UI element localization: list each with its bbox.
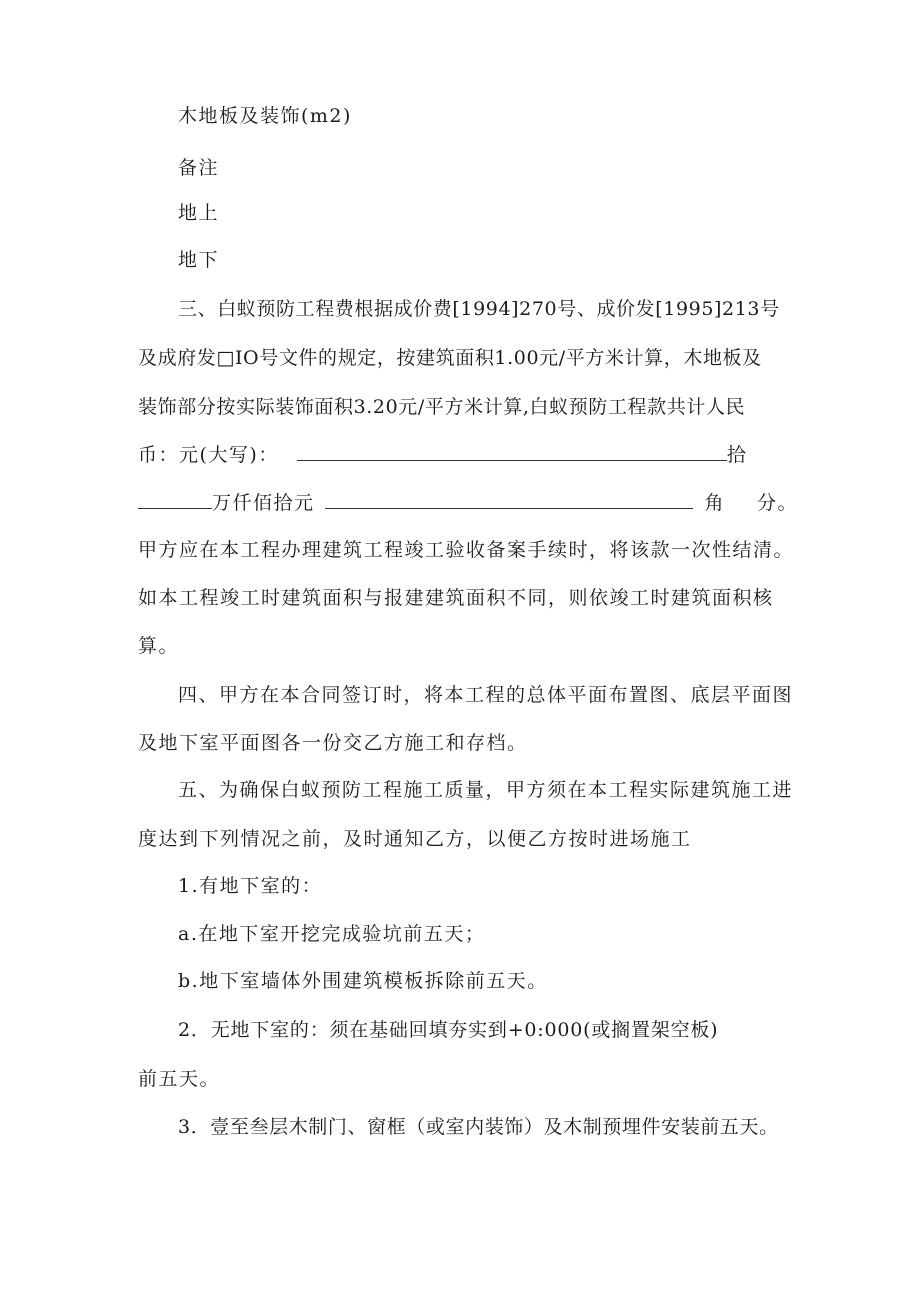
amount-blank-2[interactable] — [138, 490, 212, 509]
section3-line7: 如本工程竣工时建筑面积与报建建筑面积不同，则依竣工时建筑面积核 — [138, 587, 774, 609]
section3-line5 — [138, 490, 798, 515]
amount-blank-3[interactable] — [325, 490, 693, 509]
amount-blank-1[interactable] — [297, 442, 727, 461]
wood-floor-label: 木地板及装饰(m2) — [178, 105, 352, 127]
section3-line3: 装饰部分按实际装饰面积3.20元/平方米计算,白蚁预防工程款共计人民 — [138, 396, 746, 418]
amount-shi: 拾 — [726, 444, 748, 466]
section5-item3: 3．壹至叁层木制门、窗框（或室内装饰）及木制预埋件安装前五天。 — [178, 1116, 779, 1138]
section5-item1: 1.有地下室的： — [178, 875, 323, 897]
amount-units: 万仟佰拾元 — [212, 492, 315, 514]
amount-fen: 分。 — [757, 492, 799, 514]
amount-prefix: 币：元(大写)： — [138, 444, 279, 466]
above-ground-label: 地上 — [178, 202, 220, 224]
section5-item1b: b.地下室墙体外围建筑模板拆除前五天。 — [178, 970, 548, 992]
section5-item2-line1: 2．无地下室的：须在基础回填夯实到+0:000(或搁置架空板) — [178, 1019, 719, 1041]
section5-line1: 五、为确保白蚁预防工程施工质量，甲方须在本工程实际建筑施工进 — [178, 779, 794, 801]
section3-line2: 及成府发□IO号文件的规定，按建筑面积1.00元/平方米计算，木地板及 — [138, 347, 762, 369]
section5-item2-line2: 前五天。 — [138, 1068, 221, 1090]
section5-line2: 度达到下列情况之前，及时通知乙方，以便乙方按时进场施工 — [138, 828, 692, 850]
remarks-label: 备注 — [178, 157, 220, 179]
section4-line2: 及地下室平面图各一份交乙方施工和存档。 — [138, 732, 528, 754]
section5-item1a: a.在地下室开挖完成验坑前五天； — [178, 923, 486, 945]
section3-line8: 算。 — [138, 635, 180, 657]
section3-line4 — [138, 442, 747, 467]
section3-line1: 三、白蚁预防工程费根据成价费[1994]270号、成价发[1995]213号 — [178, 298, 780, 320]
section3-line6: 甲方应在本工程办理建筑工程竣工验收备案手续时，将该款一次性结清。 — [138, 539, 795, 561]
underground-label: 地下 — [178, 249, 220, 271]
section4-line1: 四、甲方在本合同签订时，将本工程的总体平面布置图、底层平面图 — [178, 684, 794, 706]
amount-jiao: 角 — [704, 492, 726, 514]
